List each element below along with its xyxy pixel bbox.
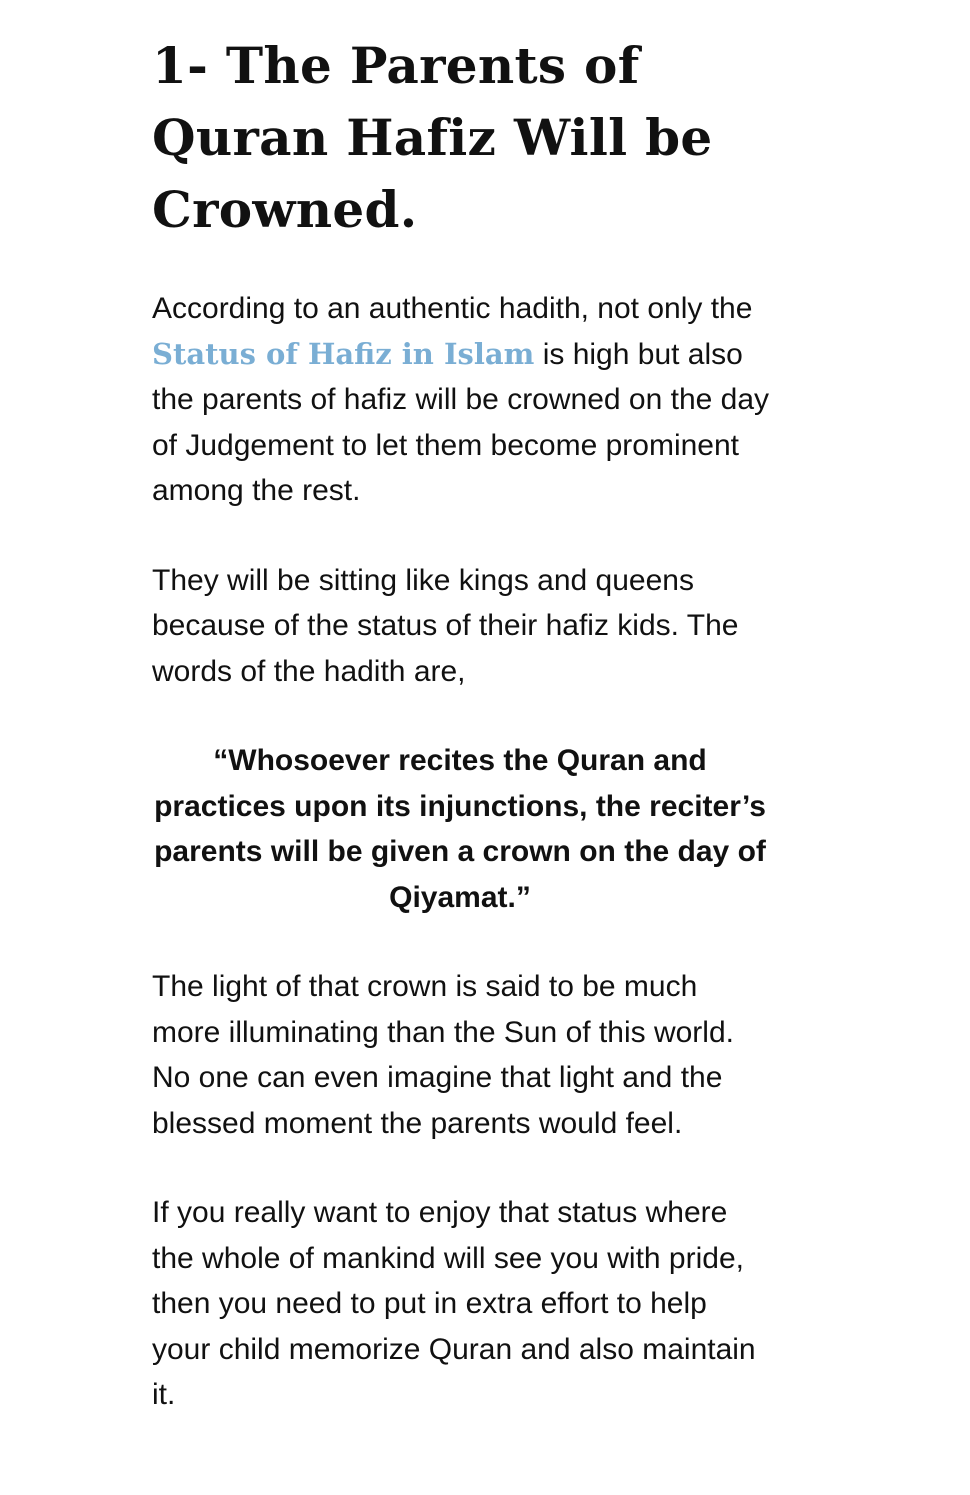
paragraph-enjoy-status: If you really want to enjoy that status where the whole of mankind will see you with pride, then you need to put in extra effort to help your child memorize Quran and also maintain it. [152,1196,756,1411]
paragraph-intro-end: is high but also the parents of hafiz will be crowned on the day of Judgement to let them become prominent among the rest. [152,337,770,507]
paragraph-kings-queens: They will be sitting like kings and queens because of the status of their hafiz kids. The words of the hadith are, [152,563,739,688]
section-heading: 1- The Parents of Quran Hafiz Will be Crowned. [152,36,713,239]
paragraph-crown-light: The light of that crown is said to be much more illuminating than the Sun of this world. No one can even imagine that light and the blessed moment the parents would feel. [152,970,734,1140]
status-of-hafiz-link[interactable]: Status of Hafiz in Islam [152,336,535,371]
paragraph-intro [152,286,792,514]
article-body [152,30,792,1418]
hadith-quote: “Whosoever recites the Quran and practices upon its injunctions, the reciter’s parents will be given a crown on the day of Qiyamat.” [154,744,766,914]
paragraph-intro-start: According to an authentic hadith, not only the [152,292,753,325]
